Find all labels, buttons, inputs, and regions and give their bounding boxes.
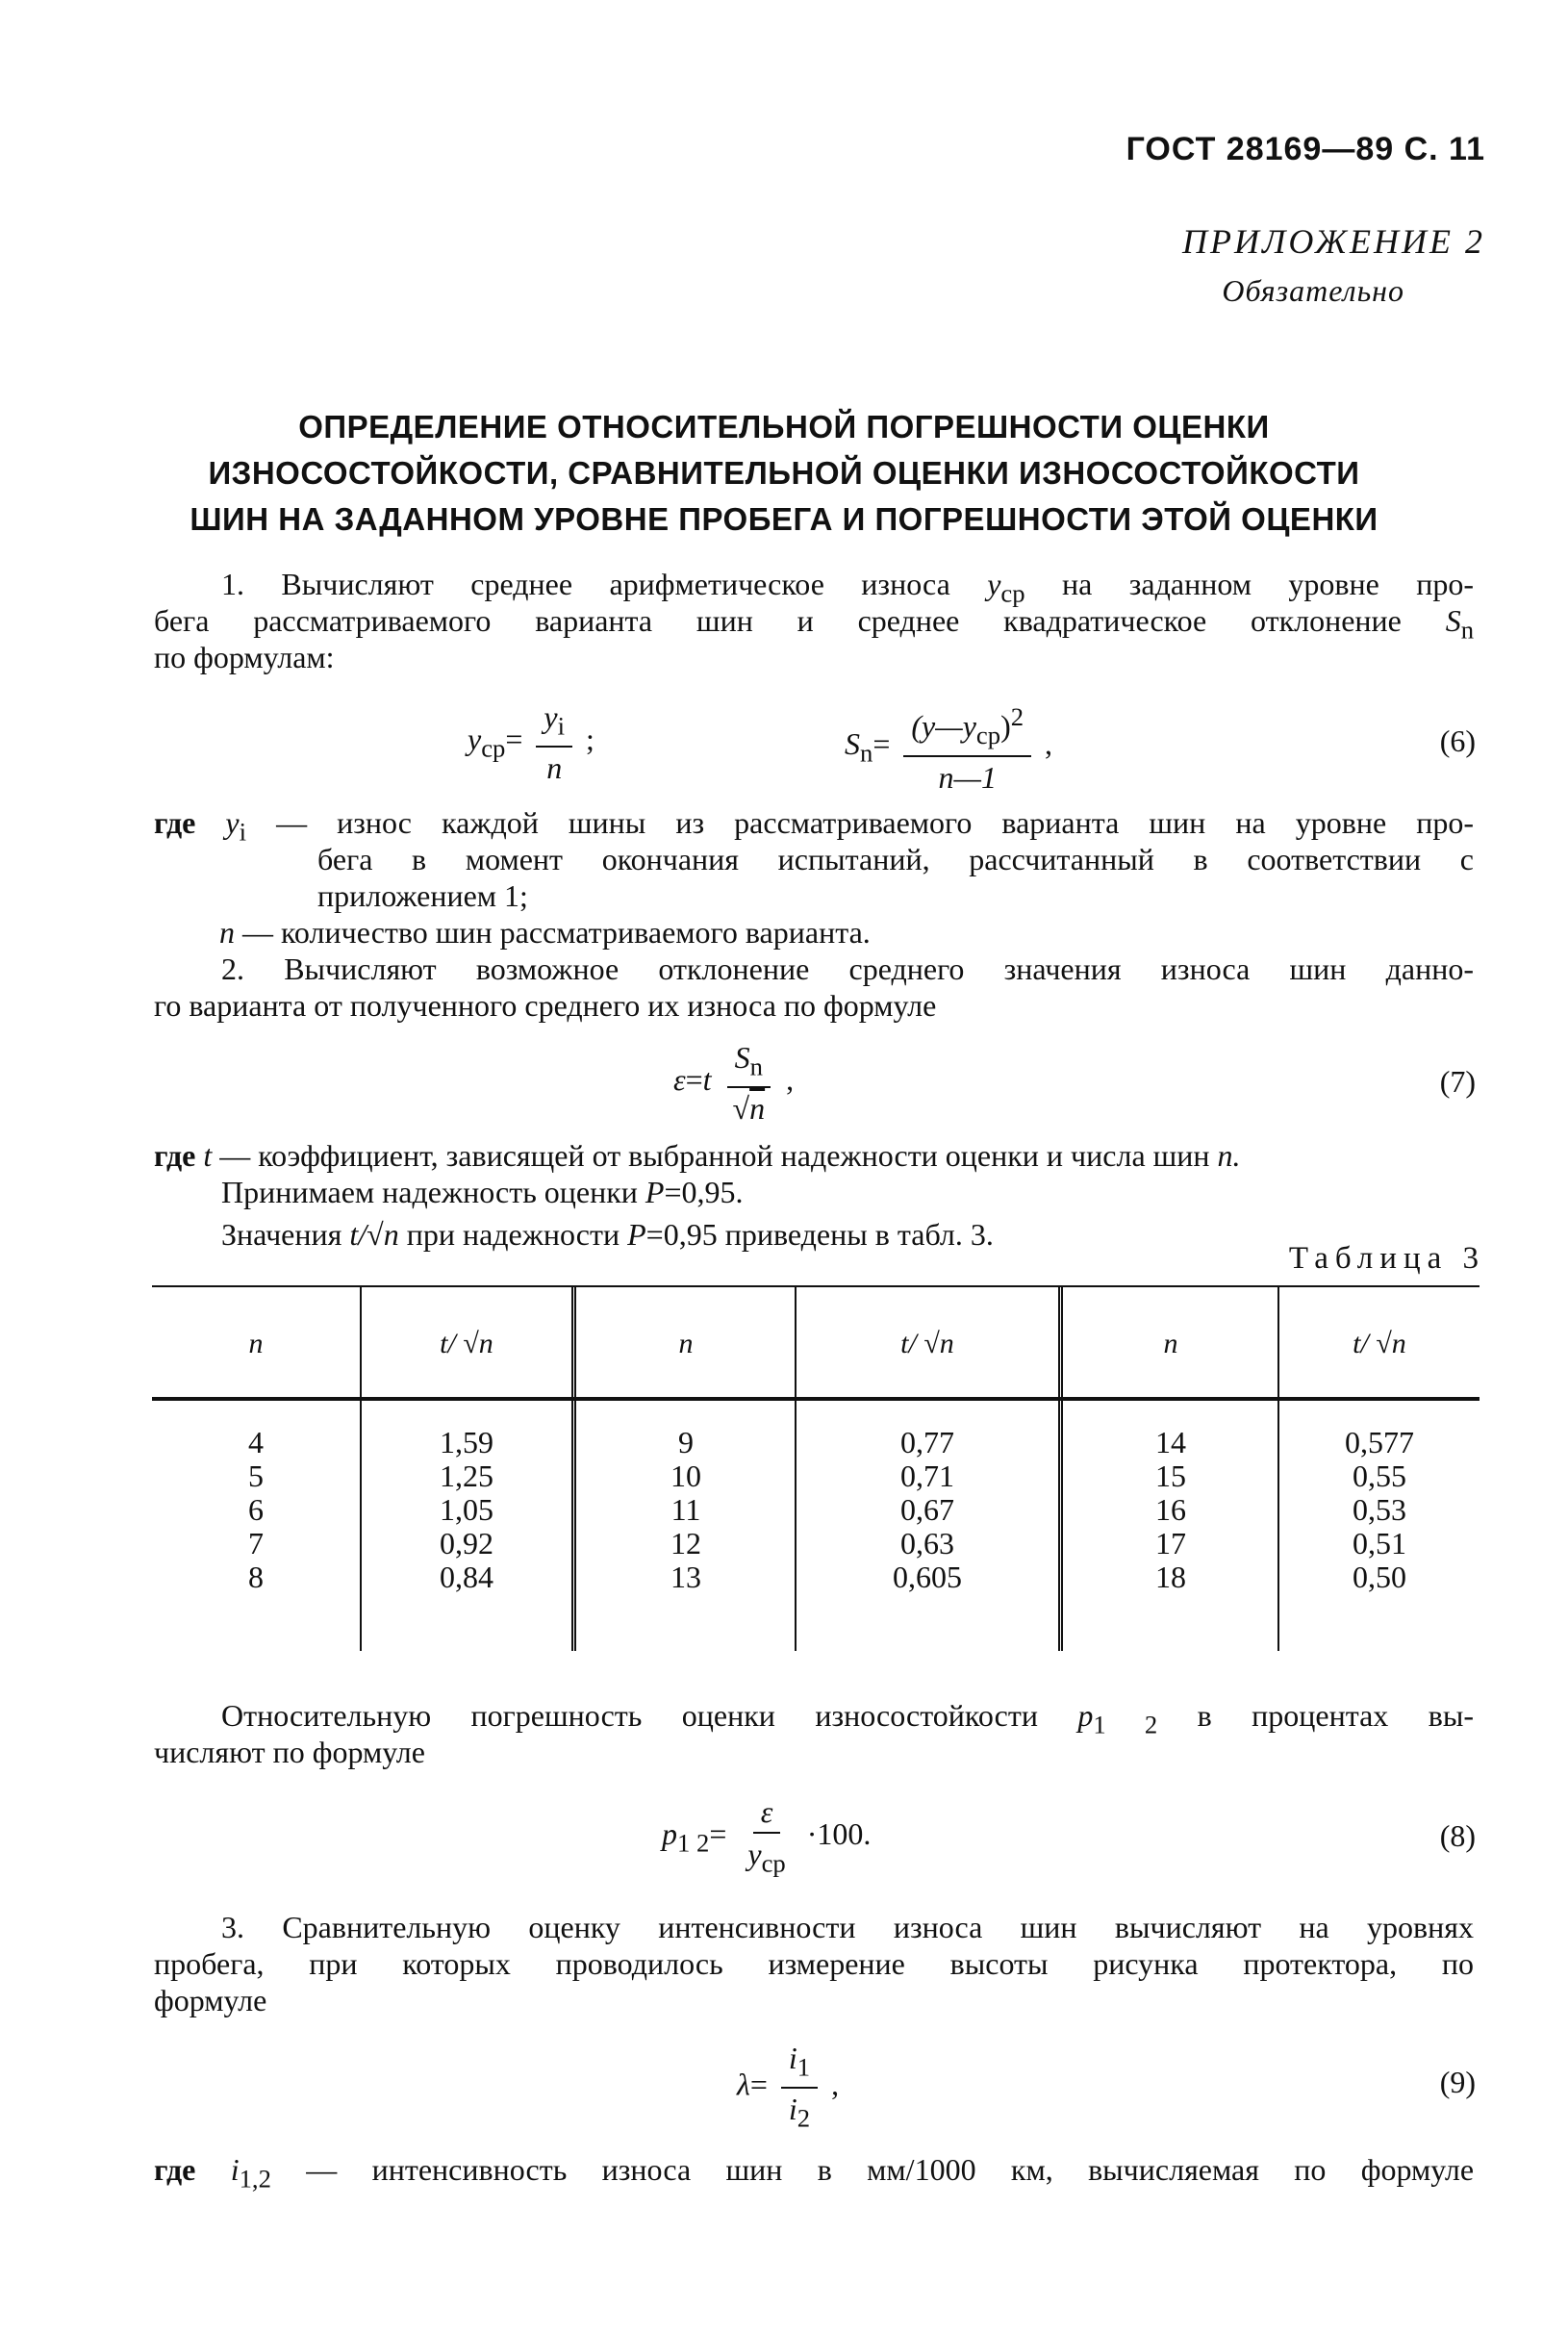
section3-line-3: формуле — [154, 1983, 267, 2017]
table-cell: 0,84 — [440, 1560, 493, 1594]
table-cell: 0,92 — [440, 1526, 493, 1560]
fraction: $\frac{y_i}{n}$ — [536, 698, 572, 786]
table-cell: 17 — [1155, 1526, 1186, 1560]
formula-8: $p_{1 2}=$ $\frac{\varepsilon}{y_{ср}}$ ·100. — [662, 1793, 871, 1881]
table-cell: 0,55 — [1353, 1459, 1406, 1493]
table-cell: 15 — [1155, 1459, 1186, 1493]
title-line-2: ИЗНОСОСТОЙКОСТИ, СРАВНИТЕЛЬНОЙ ОЦЕНКИ ИЗНОСОСТОЙКОСТИ — [208, 455, 1360, 491]
table-cell: 0,63 — [900, 1526, 954, 1560]
table-header-rule — [152, 1397, 1479, 1401]
table-cell: 10 — [670, 1459, 701, 1493]
formula-9: λ= $\frac{i_1}{i_2}$ , — [737, 2040, 839, 2137]
table-cell: 7 — [248, 1526, 264, 1560]
table-cell: 0,50 — [1353, 1560, 1406, 1594]
table-3 — [152, 1285, 1479, 1651]
fraction: $\frac{\varepsilon}{y_{ср}}$ — [747, 1794, 786, 1878]
table-header-n: n — [678, 1328, 694, 1359]
title-line-3: ШИН НА ЗАДАННОМ УРОВНЕ ПРОБЕГА И ПОГРЕШНОСТИ ЭТОЙ ОЦЕНКИ — [190, 501, 1378, 537]
equation-number-7: (7) — [1439, 1064, 1476, 1099]
table-cell: 0,577 — [1345, 1425, 1414, 1459]
section2-line-2: го варианта от полученного среднего их износа по формуле — [154, 988, 937, 1023]
table-cell: 0,77 — [900, 1425, 954, 1459]
section3-line-1: 3. Сравнительную оценку интенсивности износа шин вычисляют на уровнях — [221, 1910, 1474, 1944]
definition-yi-line-2: бега в момент окончания испытаний, рассчитанный в соответствии с — [317, 842, 1474, 876]
column-divider-double — [571, 1285, 576, 1651]
table-cell: 6 — [248, 1492, 264, 1527]
table-column-n-2 — [577, 1426, 795, 1594]
definition-yi-line-3: приложением 1; — [317, 878, 528, 913]
equation-number-9: (9) — [1439, 2065, 1476, 2099]
relative-error-line-1: Относительную погрешность оценки износостойкости $p_{1 2}$ в процентах вы- — [221, 1698, 1475, 1739]
table-column-n-1 — [152, 1426, 360, 1594]
table-column-value-3 — [1279, 1426, 1479, 1594]
section1-line-1: 1. Вычисляют среднее арифметическое износа $y_{ср}$ на заданном уровне про- — [221, 567, 1475, 608]
table-cell: 5 — [248, 1459, 264, 1493]
table-cell: 16 — [1155, 1492, 1186, 1527]
section2-line-1: 2. Вычисляют возможное отклонение среднего значения износа шин данно- — [221, 951, 1474, 986]
definition-i: где $i_{1,2}$ — интенсивность износа шин в мм/1000 км, вычисляемая по формуле — [154, 2152, 1475, 2194]
table-cell: 1,25 — [440, 1459, 493, 1493]
definition-n: n — количество шин рассматриваемого варианта. — [219, 915, 871, 950]
formula-6-right: $S_n=$ $\frac{(y—y_{ср})^2}{n—1}$ , — [845, 698, 1052, 796]
table-cell: 0,53 — [1353, 1492, 1406, 1527]
table-header-n: n — [248, 1328, 264, 1359]
reliability-line: Принимаем надежность оценки P=0,95. — [221, 1175, 744, 1209]
table-header-t-root-n: t/ √n — [440, 1328, 493, 1359]
definition-t: где t — коэффициент, зависящей от выбранной надежности оценки и числа шин n. — [154, 1138, 1241, 1173]
table-cell: 4 — [248, 1425, 264, 1459]
table-cell: 14 — [1155, 1425, 1186, 1459]
table-cell: 18 — [1155, 1560, 1186, 1594]
table-top-rule — [152, 1285, 1479, 1287]
equation-number-6: (6) — [1439, 723, 1476, 758]
column-divider-double — [1058, 1285, 1063, 1651]
table-cell: 0,71 — [900, 1459, 954, 1493]
appendix-status: Обязательно — [1222, 273, 1404, 308]
section3-line-2: пробега, при которых проводилось измерение высоты рисунка протектора, по — [154, 1946, 1474, 1981]
table-header-t-root-n: t/ √n — [900, 1328, 954, 1359]
table-cell: 0,51 — [1353, 1526, 1406, 1560]
fraction: $\frac{(y—y_{ср})^2}{n—1}$ — [903, 698, 1031, 796]
table-cell: 1,59 — [440, 1425, 493, 1459]
title-line-1: ОПРЕДЕЛЕНИЕ ОТНОСИТЕЛЬНОЙ ПОГРЕШНОСТИ ОЦЕНКИ — [298, 409, 1270, 444]
table-cell: 8 — [248, 1560, 264, 1594]
table-cell: 11 — [670, 1492, 701, 1527]
table-caption: Таблица 3 — [1288, 1241, 1485, 1276]
section1-line-2: бега рассматриваемого варианта шин и среднее квадратическое отклонение $S_n$ — [154, 603, 1475, 645]
fraction: $\frac{i_1}{i_2}$ — [781, 2040, 818, 2137]
table-header-n: n — [1163, 1328, 1178, 1359]
table-cell: 0,605 — [893, 1560, 962, 1594]
appendix-title: ПРИЛОЖЕНИЕ 2 — [1182, 222, 1485, 261]
formula-7: ε=t $\frac{S_n}{√n}$ , — [673, 1040, 795, 1127]
table-reference-line: Значения t/√n при надежности P=0,95 приведены в табл. 3. — [221, 1217, 994, 1252]
table-cell: 12 — [670, 1526, 701, 1560]
table-column-n-3 — [1064, 1426, 1277, 1594]
equation-number-8: (8) — [1439, 1818, 1476, 1853]
definition-yi: где $y_i$ — износ каждой шины из рассматриваемого варианта шин на уровне про- — [154, 805, 1475, 847]
formula-6-left: $y_{ср}=$ $\frac{y_i}{n}$ ; — [468, 699, 594, 786]
section1-line-3: по формулам: — [154, 640, 335, 674]
table-cell: 0,67 — [900, 1492, 954, 1527]
document-reference: ГОСТ 28169—89 С. 11 — [1125, 131, 1485, 167]
table-cell: 13 — [670, 1560, 701, 1594]
table-header-t-root-n: t/ √n — [1353, 1328, 1406, 1359]
table-column-value-2 — [797, 1426, 1058, 1594]
table-column-value-1 — [362, 1426, 571, 1594]
relative-error-line-2: числяют по формуле — [154, 1735, 425, 1769]
table-cell: 1,05 — [440, 1492, 493, 1527]
fraction: $\frac{S_n}{√n}$ — [725, 1039, 773, 1127]
table-cell: 9 — [678, 1425, 694, 1459]
page-title — [144, 404, 1424, 543]
